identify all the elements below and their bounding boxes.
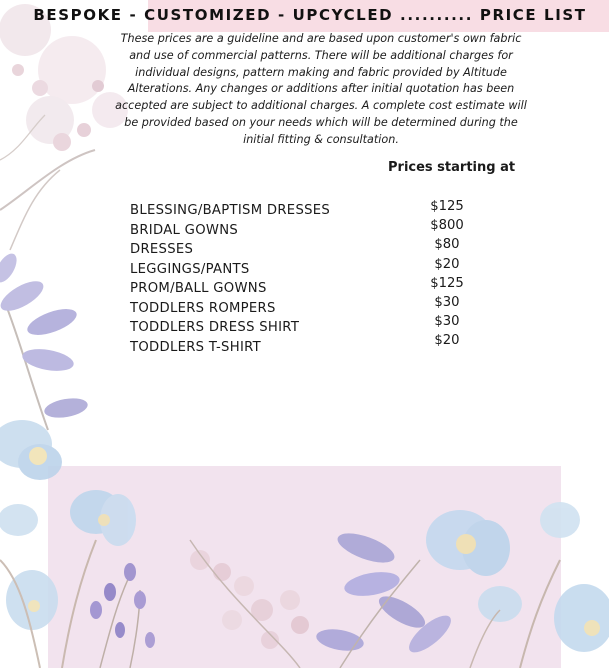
intro-line: accepted are subject to additional charges. A complete cost estimate will	[115, 99, 527, 113]
price-list	[417, 197, 477, 351]
intro-line: and use of commercial patterns. There will be additional charges for	[129, 48, 513, 62]
intro-line: individual designs, pattern making and fabric provided by Altitude	[135, 65, 507, 79]
service-name: LEGGINGS/PANTS	[130, 261, 250, 277]
service-price: $30	[434, 294, 460, 310]
service-price: $800	[430, 218, 464, 234]
intro-line: Alterations. Any changes or additions after initial quotation has been	[127, 82, 515, 96]
service-price: $20	[434, 256, 460, 272]
service-price: $30	[434, 314, 460, 330]
service-name: PROM/BALL GOWNS	[130, 281, 267, 296]
service-list	[130, 201, 330, 357]
prices-column-header: Prices starting at	[388, 160, 516, 175]
intro-line: initial fitting & consultation.	[243, 132, 399, 146]
service-name: BRIDAL GOWNS	[130, 222, 239, 238]
page-title: BESPOKE - CUSTOMIZED - UPCYCLED .......... PRICE LIST	[33, 6, 587, 24]
left-lavender-sprig	[0, 250, 89, 430]
service-name: TODDLERS DRESS SHIRT	[130, 320, 300, 335]
service-price: $20	[434, 333, 460, 349]
intro-paragraph	[96, 31, 546, 149]
intro-line: be provided based on your needs which will be determined during the	[124, 115, 518, 129]
service-price: $125	[430, 275, 464, 291]
service-name: BLESSING/BAPTISM DRESSES	[130, 203, 331, 218]
service-name: DRESSES	[130, 242, 194, 257]
service-price: $80	[434, 237, 460, 253]
service-name: TODDLERS ROMPERS	[130, 300, 276, 316]
service-price: $125	[430, 199, 464, 214]
service-name: TODDLERS T-SHIRT	[130, 339, 261, 355]
intro-line: These prices are a guideline and are based upon customer's own fabric	[120, 32, 522, 45]
